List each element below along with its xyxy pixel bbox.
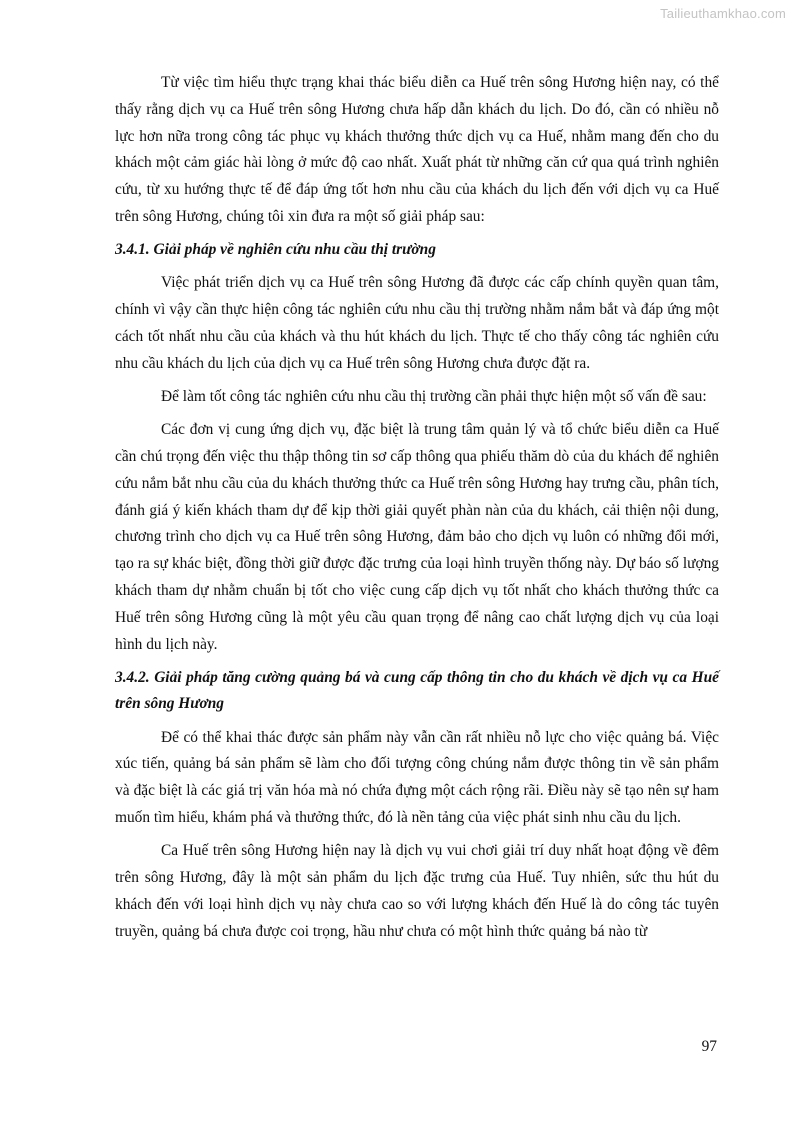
- watermark: Tailieuthamkhao.com: [660, 6, 786, 21]
- body-paragraph: Để có thể khai thác được sản phẩm này vẫn cần rất nhiều nỗ lực cho việc quảng bá. Việc xúc tiến, quảng bá sản phẩm sẽ làm cho đối tượng công chúng nắm được thông tin về sản phẩm và đặc biệt là các giá trị văn hóa mà nó chứa đựng một cách rộng rãi. Điều này sẽ tạo nên sự ham muốn tìm hiểu, khám phá và thưởng thức, đó là nền tảng của việc phát sinh nhu cầu du lịch.: [115, 728, 719, 827]
- body-paragraph: Các đơn vị cung ứng dịch vụ, đặc biệt là trung tâm quản lý và tổ chức biểu diễn ca Huế cần chú trọng đến việc thu thập thông tin sơ cấp thông qua phiếu thăm dò của du khách để nghiên cứu nắm bắt nhu cầu của du khách thưởng thức ca Huế trên sông Hương hay trưng cầu, phân tích, đánh giá ý kiến khách tham dự để kịp thời giải quyết phàn nàn của du khách, cải thiện nội dung, chương trình cho dịch vụ ca Huế trên sông Hương, đảm bảo cho dịch vụ luôn có những đổi mới, tạo ra sự khác biệt, đồng thời giữ được đặc trưng của loại hình truyền thống này. Dự báo số lượng khách tham dự nhằm chuẩn bị tốt cho việc cung cấp dịch vụ tốt nhất cho khách thưởng thức ca Huế trên sông Hương cũng là một yêu cầu quan trọng để nâng cao chất lượng dịch vụ của loại hình du lịch này.: [115, 421, 719, 653]
- page-body: [115, 70, 719, 952]
- body-paragraph: Để làm tốt công tác nghiên cứu nhu cầu thị trường cần phải thực hiện một số vấn đề sau:: [161, 387, 707, 405]
- intro-paragraph: Từ việc tìm hiểu thực trạng khai thác biểu diễn ca Huế trên sông Hương hiện nay, có thể thấy rằng dịch vụ ca Huế trên sông Hương chưa hấp dẫn khách du lịch. Do đó, cần có nhiều nỗ lực hơn nữa trong công tác phục vụ khách thưởng thức dịch vụ ca Huế, nhằm mang đến cho du khách một cảm giác hài lòng ở mức độ cao nhất. Xuất phát từ những căn cứ qua quá trình nghiên cứu, từ xu hướng thực tế để đáp ứng tốt hơn nhu cầu của khách du lịch đến với dịch vụ ca Huế trên sông Hương, chúng tôi xin đưa ra một số giải pháp sau:: [115, 74, 719, 225]
- body-paragraph: Ca Huế trên sông Hương hiện nay là dịch vụ vui chơi giải trí duy nhất hoạt động về đêm trên sông Hương, đây là một sản phẩm du lịch đặc trưng của Huế. Tuy nhiên, sức thu hút du khách đến với loại hình dịch vụ này chưa cao so với lượng khách đến Huế là do công tác tuyên truyền, quảng bá chưa được coi trọng, hầu như chưa có một hình thức quảng bá nào từ: [115, 842, 719, 940]
- body-paragraph: Việc phát triển dịch vụ ca Huế trên sông Hương đã được các cấp chính quyền quan tâm, chính vì vậy cần thực hiện công tác nghiên cứu nhu cầu thị trường nhằm nắm bắt và đáp ứng một cách tốt nhất nhu cầu của khách và thu hút khách du lịch. Thực tế cho thấy công tác nghiên cứu nhu cầu khách du lịch của dịch vụ ca Huế trên sông Hương chưa được đặt ra.: [115, 274, 719, 372]
- page-number: 97: [701, 1038, 717, 1055]
- section-heading-3-4-1: 3.4.1. Giải pháp về nghiên cứu nhu cầu thị trường: [115, 241, 436, 259]
- section-heading-3-4-2: 3.4.2. Giải pháp tăng cường quảng bá và cung cấp thông tin cho du khách về dịch vụ ca Huế trên sông Hương: [115, 668, 719, 713]
